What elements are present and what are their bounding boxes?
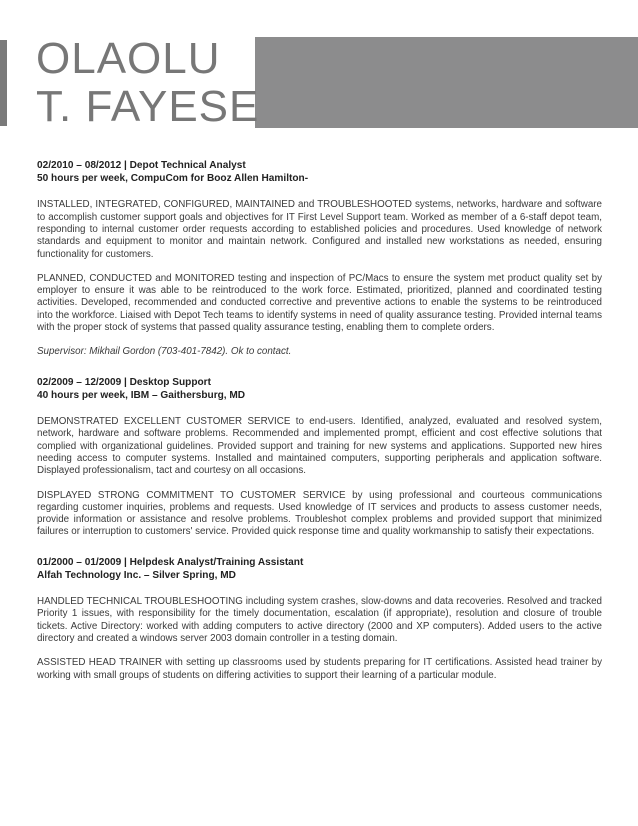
job-description-paragraph: HANDLED TECHNICAL TROUBLESHOOTING including system crashes, slow-downs and data recoveries. Resolved and tracked Priority 1 issues, with responsibility for the timely documentation, escalation (if appropriate), resolution and closure of trouble tickets. Active Directory: worked with adding computers to active directory (2000 and XP computers). Added users to the active directory and created a windows server 2003 domain controller in a testing domain. — [37, 596, 602, 645]
header-banner-bar — [255, 37, 638, 128]
job-entry-helpdesk-analyst — [37, 556, 602, 682]
job-subtitle-line: Alfah Technology Inc. – Silver Spring, MD — [37, 569, 236, 581]
job-description-paragraph: INSTALLED, INTEGRATED, CONFIGURED, MAINTAINED and TROUBLESHOOTED systems, networks, hardware and software to accomplish customer support goals and objectives for IT First Level Support team. Worked as member of a 6-staff depot team, responding to internal customer order requests according to established policies and procedures. Used knowledge of network standards and equipment to monitor and maintain network. Configured and installed new workstations as needed, ensuring functionality for customers. — [37, 199, 602, 260]
name-first: OLAOLU — [36, 34, 221, 83]
supervisor-note: Supervisor: Mikhail Gordon (703-401-7842). Ok to contact. — [37, 346, 292, 358]
experience-section — [37, 159, 602, 682]
job-header — [37, 556, 602, 582]
job-description-paragraph: PLANNED, CONDUCTED and MONITORED testing and inspection of PC/Macs to ensure the system met product quality set by employer to ensure it was able to be reintroduced to the work force. Estimated, prioritized, planned and coordinated testing activities. Developed, recommended and conducted corrective and preventive actions to enable the systems to be reintroduced into the workforce. Liaised with Depot Tech teams to identify systems in need of quality assurance testing. Provided internal teams with the proper stock of systems that passed quality assurance testing, enabling them to complete orders. — [37, 272, 602, 334]
job-header — [37, 159, 602, 185]
job-subtitle-line: 40 hours per week, IBM – Gaithersburg, MD — [37, 389, 246, 401]
left-accent-bar — [0, 40, 7, 126]
job-description-paragraph: ASSISTED HEAD TRAINER with setting up classrooms used by students preparing for IT certifications. Assisted head trainer by working with small groups of students on differing activities to support their learning of a particular module. — [37, 657, 602, 681]
job-description-paragraph: DISPLAYED STRONG COMMITMENT TO CUSTOMER SERVICE by using professional and courteous communications regarding customer inquiries, problems and requests. Used knowledge of IT services and products to assess customer needs, provide information or assistance and resolve problems. Troubleshot complex problems and provided support that minimized failures or interruption to customers' service. Provided quick response time and quality workmanship to satisfy their expectations. — [37, 489, 602, 538]
job-description-paragraph: DEMONSTRATED EXCELLENT CUSTOMER SERVICE to end-users. Identified, analyzed, evaluated and resolved system, network, hardware and software problems. Recommended and implemented prompt, efficient and cost effective solutions that complied with organizational guidelines. Provided support and training for new systems and applications. Supported new hires needing access to computer systems. Installed and maintained computers, supporting peripherals and application software. Displayed professionalism, tact and courtesy on all occasions. — [37, 416, 602, 477]
job-subtitle-line: 50 hours per week, CompuCom for Booz Allen Hamilton- — [37, 173, 309, 185]
job-header — [37, 376, 602, 402]
job-entry-depot-technical-analyst — [37, 159, 602, 359]
job-title-line: 01/2000 – 01/2009 | Helpdesk Analyst/Training Assistant — [37, 556, 304, 568]
job-entry-desktop-support — [37, 376, 602, 539]
job-title-line: 02/2009 – 12/2009 | Desktop Support — [37, 376, 211, 388]
name-last: T. FAYESE — [36, 82, 260, 131]
job-title-line: 02/2010 – 08/2012 | Depot Technical Analyst — [37, 160, 246, 171]
